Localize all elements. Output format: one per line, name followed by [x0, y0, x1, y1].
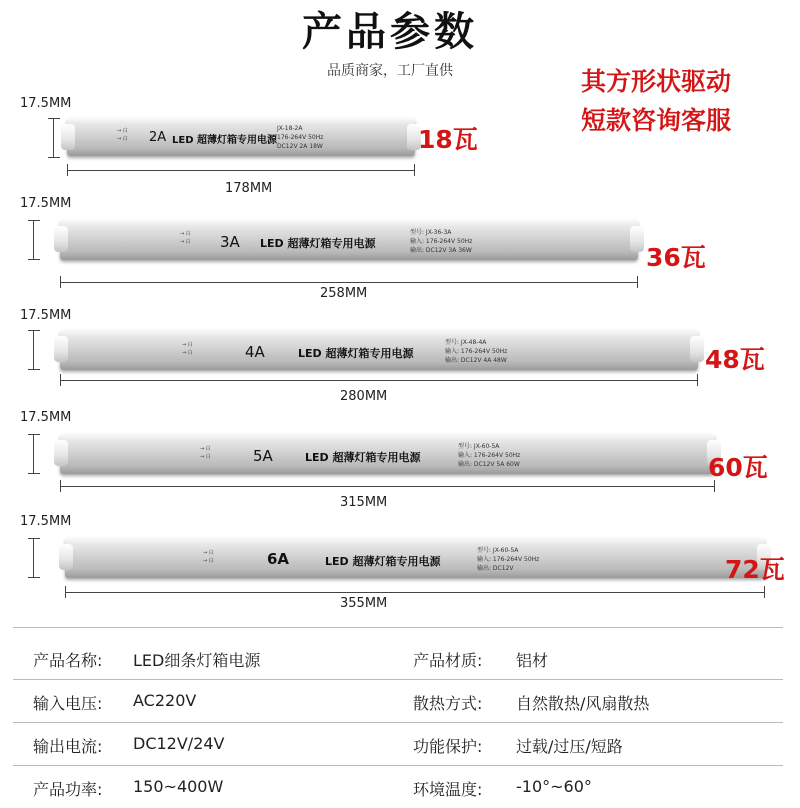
table-row: [13, 765, 783, 808]
spec-value: LED细条灯箱电源: [133, 651, 261, 670]
height-label-5: 17.5MM: [20, 514, 72, 529]
spec-line: 输入: 176-264V 50Hz: [410, 238, 473, 245]
spec-line: JX-18-2A: [277, 125, 303, 132]
length-marker-1: [67, 166, 415, 174]
table-row: [13, 636, 783, 680]
wattage-3: 48瓦: [705, 345, 765, 374]
table-row: [13, 679, 783, 723]
height-label-4: 17.5MM: [20, 410, 72, 425]
spec-key: 输入电压:: [33, 694, 103, 713]
length-marker-3: [60, 376, 698, 384]
current-label-2: 3A: [220, 233, 240, 251]
power-supply-2: [60, 220, 638, 260]
end-cap-right-2: [630, 226, 644, 252]
spec-key: 散热方式:: [413, 694, 483, 713]
length-label-5: 355MM: [340, 596, 388, 611]
spec-line: 型号: JX-60-5A: [477, 547, 519, 554]
current-label-4: 5A: [253, 447, 273, 465]
io-markings-3: → 白 → 白: [182, 342, 193, 356]
io-markings-1: → 白 → 白: [117, 128, 128, 142]
current-label-1: 2A: [149, 130, 167, 145]
spec-line: 输入: 176-264V 50Hz: [477, 556, 540, 563]
table-row: [13, 722, 783, 766]
spec-value: AC220V: [133, 691, 197, 710]
spec-line: 输入: 176-264V 50Hz: [458, 452, 521, 459]
product-label-5: LED 超薄灯箱专用电源: [325, 555, 441, 568]
length-marker-2: [60, 278, 638, 286]
spec-text-2: [410, 228, 472, 255]
end-cap-left-2: [54, 226, 68, 252]
spec-value: 过载/过压/短路: [516, 737, 623, 756]
product-label-1: LED 超薄灯箱专用电源: [172, 135, 277, 146]
length-label-1: 178MM: [225, 181, 273, 196]
power-supply-1: [67, 118, 415, 156]
spec-line: 输出: DC12V 5A 60W: [458, 461, 520, 468]
spec-key: 产品材质:: [413, 651, 483, 670]
power-supply-4: [60, 434, 715, 474]
length-label-4: 315MM: [340, 495, 388, 510]
spec-line: 输出: DC12V 4A 48W: [445, 357, 507, 364]
length-label-2: 258MM: [320, 286, 368, 301]
spec-key: 输出电流:: [33, 737, 103, 756]
wattage-1: 18瓦: [418, 125, 478, 154]
spec-line: 176-264V 50Hz: [277, 134, 324, 141]
spec-value: 铝材: [516, 651, 549, 670]
spec-line: 型号: JX-36-3A: [410, 229, 452, 236]
height-label-2: 17.5MM: [20, 196, 72, 211]
spec-line: DC12V 2A 18W: [277, 143, 323, 150]
current-label-5: 6A: [267, 550, 290, 568]
wattage-5: 72瓦: [725, 555, 785, 584]
product-label-3: LED 超薄灯箱专用电源: [298, 347, 414, 360]
spec-line: 输出: DC12V 3A 36W: [410, 247, 472, 254]
spec-key: 产品功率:: [33, 780, 103, 799]
page-subtitle: 品质商家，工厂直供: [327, 63, 453, 79]
spec-key: 环境温度:: [413, 780, 483, 799]
promo-note: [556, 62, 756, 140]
spec-value: 150~400W: [133, 777, 224, 796]
length-marker-5: [65, 588, 765, 596]
spec-value: 自然散热/风扇散热: [516, 694, 650, 713]
end-cap-left-4: [54, 440, 68, 466]
promo-line-2: 短款咨询客服: [580, 106, 731, 135]
product-label-2: LED 超薄灯箱专用电源: [260, 237, 376, 250]
spec-line: 输入: 176-264V 50Hz: [445, 348, 508, 355]
height-label-1: 17.5MM: [20, 96, 72, 111]
spec-value: DC12V/24V: [133, 734, 225, 753]
spec-key: 功能保护:: [413, 737, 483, 756]
height-label-3: 17.5MM: [20, 308, 72, 323]
specs-table: [13, 627, 783, 804]
spec-line: 输出: DC12V: [477, 565, 514, 572]
io-markings-4: → 白 → 白: [200, 446, 211, 460]
spec-line: 型号: JX-48-4A: [445, 339, 487, 346]
spec-key: 产品名称:: [33, 651, 103, 670]
spec-text-5: [477, 546, 539, 573]
height-marker-5: [28, 538, 40, 578]
power-supply-3: [60, 330, 698, 370]
io-markings-5: → 白 → 白: [203, 550, 214, 564]
spec-line: 型号: JX-60-5A: [458, 443, 500, 450]
height-marker-2: [28, 220, 40, 260]
wattage-4: 60瓦: [708, 453, 768, 482]
height-marker-1: [48, 118, 60, 158]
spec-text-4: [458, 442, 520, 469]
height-marker-4: [28, 434, 40, 474]
promo-line-1: 其方形状驱动: [580, 67, 731, 96]
length-marker-4: [60, 482, 715, 490]
end-cap-right-3: [690, 336, 704, 362]
end-cap-left-5: [59, 544, 73, 570]
end-cap-left-1: [61, 124, 75, 150]
current-label-3: 4A: [245, 343, 265, 361]
end-cap-left-3: [54, 336, 68, 362]
wattage-2: 36瓦: [646, 243, 706, 272]
io-markings-2: → 白 → 白: [180, 231, 191, 245]
length-label-3: 280MM: [340, 389, 388, 404]
power-supply-5: [65, 538, 765, 578]
spec-text-3: [445, 338, 507, 365]
spec-text-1: [277, 124, 323, 151]
page-title: 产品参数: [302, 9, 478, 55]
product-label-4: LED 超薄灯箱专用电源: [305, 451, 421, 464]
spec-value: -10°~60°: [516, 777, 592, 796]
height-marker-3: [28, 330, 40, 370]
